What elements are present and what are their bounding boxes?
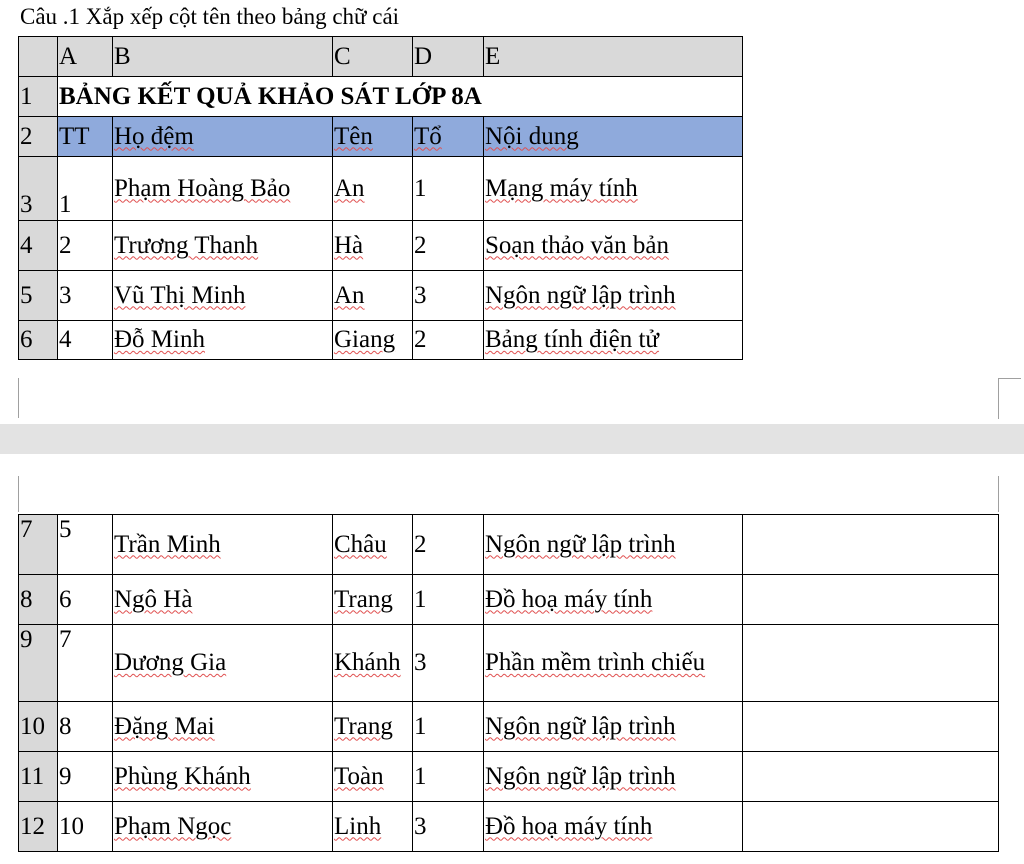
column-header-row [19, 37, 743, 77]
page-corner-mark [998, 378, 1021, 419]
cell-ho-dem[interactable]: Đặng Mai [113, 702, 333, 752]
header-to[interactable]: Tổ [413, 117, 484, 157]
cell-to[interactable]: 2 [413, 515, 484, 575]
table-row [19, 221, 743, 271]
cell-to[interactable]: 1 [413, 575, 484, 625]
column-header-a[interactable]: A [58, 37, 113, 77]
cell-noi-dung[interactable]: Đồ hoạ máy tính [484, 802, 743, 852]
table-title[interactable]: BẢNG KẾT QUẢ KHẢO SÁT LỚP 8A [58, 77, 743, 117]
header-noi-dung[interactable]: Nội dung [484, 117, 743, 157]
cell-ten[interactable]: An [333, 157, 413, 221]
row-number[interactable]: 6 [19, 321, 58, 360]
empty-cell[interactable] [743, 575, 999, 625]
cell-noi-dung[interactable]: Ngôn ngữ lập trình [484, 271, 743, 321]
cell-to[interactable]: 2 [413, 221, 484, 271]
cell-ten[interactable]: Trang [333, 702, 413, 752]
page-corner-mark [18, 476, 20, 512]
page-corner-mark [998, 476, 1000, 512]
empty-cell[interactable] [743, 702, 999, 752]
cell-tt[interactable]: 5 [58, 515, 113, 575]
cell-tt[interactable]: 6 [58, 575, 113, 625]
column-header-c[interactable]: C [333, 37, 413, 77]
survey-table-page2 [18, 514, 999, 852]
cell-ho-dem[interactable]: Phạm Ngọc [113, 802, 333, 852]
table-row [19, 157, 743, 221]
empty-cell[interactable] [743, 515, 999, 575]
cell-tt[interactable]: 2 [58, 221, 113, 271]
cell-tt[interactable]: 10 [58, 802, 113, 852]
cell-ten[interactable]: Giang [333, 321, 413, 360]
cell-ho-dem[interactable]: Ngô Hà [113, 575, 333, 625]
cell-tt[interactable]: 9 [58, 752, 113, 802]
cell-to[interactable]: 1 [413, 157, 484, 221]
table-row [19, 271, 743, 321]
table-row [19, 752, 999, 802]
row-number[interactable]: 2 [19, 117, 58, 157]
header-ho-dem[interactable]: Họ đệm [113, 117, 333, 157]
cell-ho-dem[interactable]: Phạm Hoàng Bảo [113, 157, 333, 221]
row-number[interactable]: 9 [19, 625, 58, 702]
cell-ten[interactable]: An [333, 271, 413, 321]
column-header-b[interactable]: B [113, 37, 333, 77]
cell-tt[interactable]: 7 [58, 625, 113, 702]
cell-ho-dem[interactable]: Trần Minh [113, 515, 333, 575]
row-number[interactable]: 4 [19, 221, 58, 271]
page-corner-mark [18, 378, 20, 418]
table-row [19, 321, 743, 360]
table-row [19, 515, 999, 575]
survey-table-page1 [18, 36, 743, 360]
cell-to[interactable]: 3 [413, 802, 484, 852]
table-row [19, 77, 743, 117]
cell-ten[interactable]: Hà [333, 221, 413, 271]
cell-ho-dem[interactable]: Đỗ Minh [113, 321, 333, 360]
cell-tt[interactable]: 8 [58, 702, 113, 752]
cell-noi-dung[interactable]: Mạng máy tính [484, 157, 743, 221]
cell-noi-dung[interactable]: Ngôn ngữ lập trình [484, 752, 743, 802]
row-number[interactable]: 5 [19, 271, 58, 321]
table-row [19, 625, 999, 702]
empty-cell[interactable] [743, 625, 999, 702]
cell-ten[interactable]: Linh [333, 802, 413, 852]
table-row [19, 702, 999, 752]
cell-noi-dung[interactable]: Soạn thảo văn bản [484, 221, 743, 271]
cell-to[interactable]: 3 [413, 625, 484, 702]
cell-tt[interactable]: 3 [58, 271, 113, 321]
cell-noi-dung[interactable]: Ngôn ngữ lập trình [484, 702, 743, 752]
empty-cell[interactable] [743, 802, 999, 852]
row-number[interactable]: 10 [19, 702, 58, 752]
cell-tt[interactable]: 1 [58, 157, 113, 221]
table-header-row [19, 117, 743, 157]
row-number[interactable]: 8 [19, 575, 58, 625]
table-row [19, 802, 999, 852]
cell-noi-dung[interactable]: Bảng tính điện tử [484, 321, 743, 360]
cell-ten[interactable]: Toàn [333, 752, 413, 802]
header-tt[interactable]: TT [58, 117, 113, 157]
row-number[interactable]: 11 [19, 752, 58, 802]
table-row [19, 575, 999, 625]
cell-to[interactable]: 1 [413, 752, 484, 802]
corner-cell[interactable] [19, 37, 58, 77]
question-heading: Câu .1 Xắp xếp cột tên theo bảng chữ cái [20, 4, 400, 29]
cell-ho-dem[interactable]: Trương Thanh [113, 221, 333, 271]
cell-to[interactable]: 3 [413, 271, 484, 321]
empty-cell[interactable] [743, 752, 999, 802]
cell-ten[interactable]: Khánh [333, 625, 413, 702]
cell-ho-dem[interactable]: Vũ Thị Minh [113, 271, 333, 321]
page-break-gap [0, 424, 1024, 454]
cell-ten[interactable]: Châu [333, 515, 413, 575]
cell-noi-dung[interactable]: Đồ hoạ máy tính [484, 575, 743, 625]
cell-ho-dem[interactable]: Phùng Khánh [113, 752, 333, 802]
column-header-e[interactable]: E [484, 37, 743, 77]
row-number[interactable]: 7 [19, 515, 58, 575]
column-header-d[interactable]: D [413, 37, 484, 77]
cell-to[interactable]: 1 [413, 702, 484, 752]
row-number[interactable]: 12 [19, 802, 58, 852]
cell-tt[interactable]: 4 [58, 321, 113, 360]
cell-ten[interactable]: Trang [333, 575, 413, 625]
cell-noi-dung[interactable]: Phần mềm trình chiếu [484, 625, 743, 702]
row-number[interactable]: 3 [19, 157, 58, 221]
cell-to[interactable]: 2 [413, 321, 484, 360]
cell-ho-dem[interactable]: Dương Gia [113, 625, 333, 702]
header-ten[interactable]: Tên [333, 117, 413, 157]
row-number[interactable]: 1 [19, 77, 58, 117]
cell-noi-dung[interactable]: Ngôn ngữ lập trình [484, 515, 743, 575]
